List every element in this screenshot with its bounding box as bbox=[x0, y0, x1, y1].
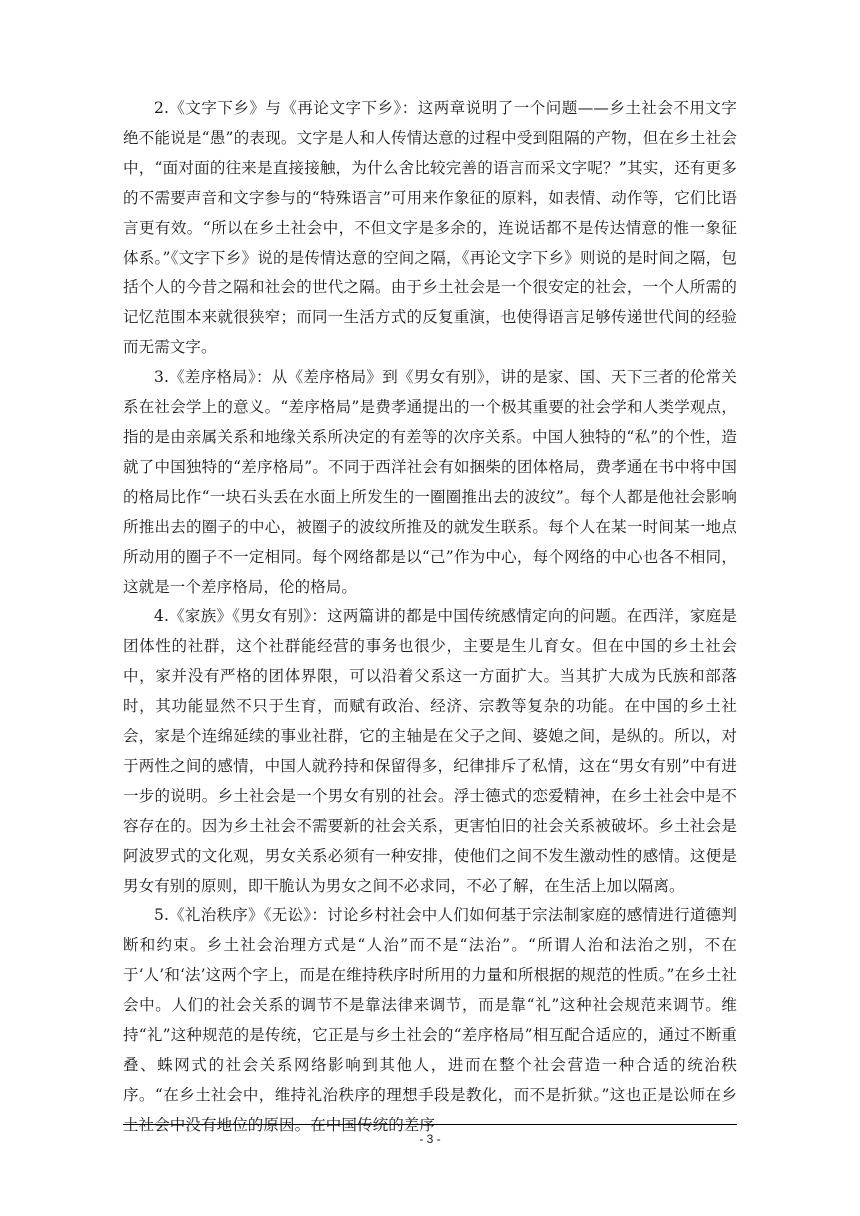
footer-divider bbox=[123, 1124, 737, 1125]
paragraph-3-differential-mode: 3.《差序格局》：从《差序格局》到《男女有别》，讲的是家、国、天下三者的伦常关系在社会学上的意义。“差序格局”是费孝通提出的一个极其重要的社会学和人类学观点，指的是由亲属关系和地缘关系所决定的有差等的次序关系。中国人独特的“私”的个性，造就了中国独特的“差序格局”。不同于西洋社会有如捆柴的团体格局，费孝通在书中将中国的格局比作“一块石头丢在水面上所发生的一圈圈推出去的波纹”。每个人都是他社会影响所推出去的圈子的中心，被圈子的波纹所推及的就发生联系。每个人在某一时间某一地点所动用的圈子不一定相同。每个网络都是以“己”作为中心，每个网络的中心也各不相同，这就是一个差序格局，伦的格局。 bbox=[123, 368, 737, 596]
paragraph-4-family-gender-distinction: 4.《家族》《男女有别》：这两篇讲的都是中国传统感情定向的问题。在西洋，家庭是团体性的社群，这个社群能经营的事务也很少，主要是生儿育女。但在中国的乡土社会中，家并没有严格的团体界限，可以沿着父系这一方面扩大。当其扩大成为氏族和部落时，其功能显然不只于生育，而赋有政治、经济、宗教等复杂的功能。在中国的乡土社会，家是个连绵延续的事业社群，它的主轴是在父子之间、婆媳之间，是纵的。所以，对于两性之间的感情，中国人就矜持和保留得多，纪律排斥了私情，这在“男女有别”中有进一步的说明。乡土社会是一个男女有别的社会。浮士德式的恋爱精神，在乡土社会中是不容存在的。因为乡土社会不需要新的社会关系，更害怕旧的社会关系被破坏。乡土社会是阿波罗式的文化观，男女关系必须有一种安排，使他们之间不发生激动性的感情。这便是男女有别的原则，即干脆认为男女之间不必求同，不必了解，在生活上加以隔离。 bbox=[123, 607, 737, 895]
page-number: - 3 - bbox=[419, 1132, 441, 1146]
page-body bbox=[123, 94, 737, 1141]
paragraph-5-ritual-order-no-litigation: 5.《礼治秩序》《无讼》：讨论乡村社会中人们如何基于宗法制家庭的感情进行道德判断和约束。乡土社会治理方式是“人治”而不是“法治”。“所谓人治和法治之别，不在于‘人’和‘法’这两个字上，而是在维持秩序时所用的力量和所根据的规范的性质。”在乡土社会中。人们的社会关系的调节不是靠法律来调节，而是靠“礼”这种社会规范来调节。维持“礼”这种规范的是传统，它正是与乡土社会的“差序格局”相互配合适应的，通过不断重叠、蛛网式的社会关系网络影响到其他人，进而在整个社会营造一种合适的统治秩序。“在乡土社会中，维持礼治秩序的理想手段是教化，而不是折狱。”这也正是讼师在乡土社会中没有地位的原因。在中国传统的差序 bbox=[123, 906, 737, 1134]
paragraph-2-writing-to-countryside: 2.《文字下乡》与《再论文字下乡》：这两章说明了一个问题——乡土社会不用文字绝不能说是“愚”的表现。文字是人和人传情达意的过程中受到阻隔的产物，但在乡土社会中，“面对面的往来是直接接触，为什么舍比较完善的语言而采文字呢？”其实，还有更多的不需要声音和文字参与的“特殊语言”可用来作象征的原料，如表情、动作等，它们比语言更有效。“所以在乡土社会中，不但文字是多余的，连说话都不是传达情意的惟一象征体系。”《文字下乡》说的是传情达意的空间之隔，《再论文字下乡》则说的是时间之隔，包括个人的今昔之隔和社会的世代之隔。由于乡土社会是一个很安定的社会，一个人所需的记忆范围本来就很狭窄；而同一生活方式的反复重演，也使得语言足够传递世代间的经验而无需文字。 bbox=[123, 99, 737, 357]
